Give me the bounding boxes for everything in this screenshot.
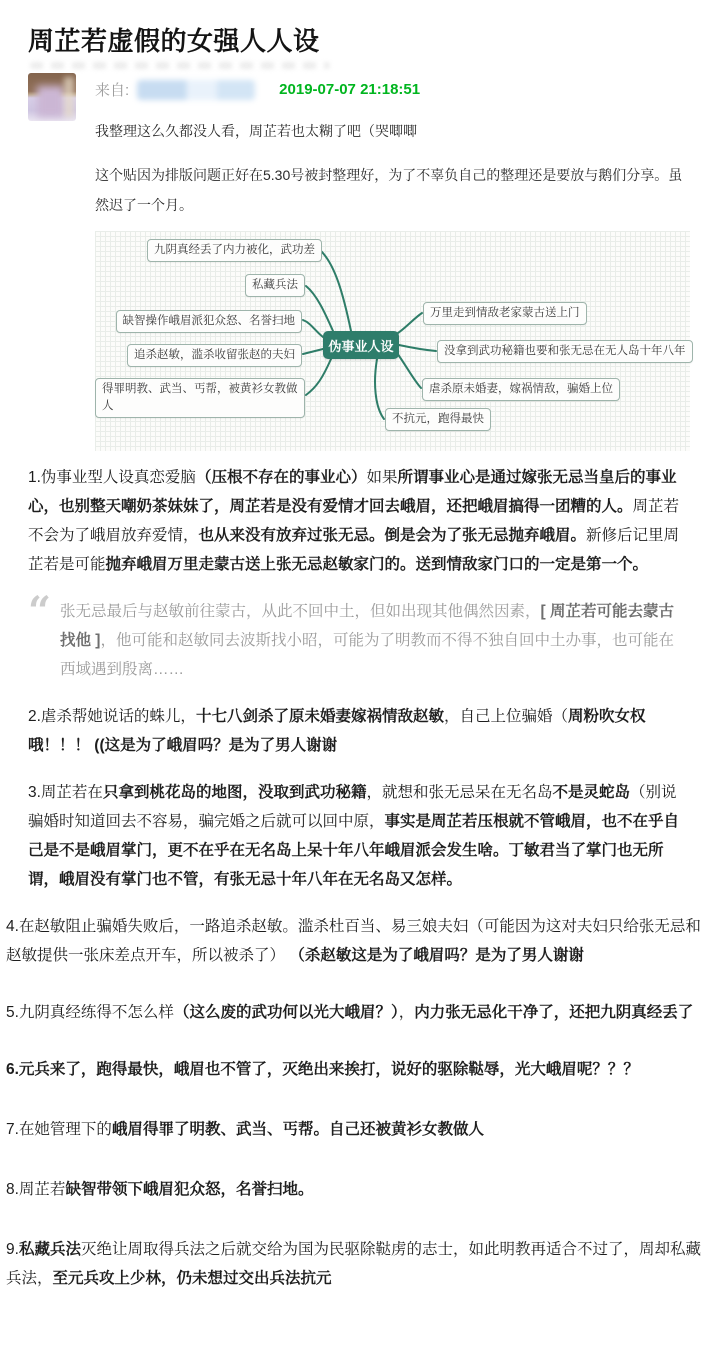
avatar[interactable] — [28, 73, 76, 121]
text-segment: 峨眉得罪了明教、武当、丐帮。自己还被黄衫女教做人 — [111, 1121, 484, 1138]
paragraph-7 — [6, 1115, 703, 1144]
author-row — [28, 73, 689, 220]
intro-line: 我整理这么久都没人看，周芷若也太糊了吧（哭唧唧 — [95, 123, 417, 139]
paragraph-9 — [6, 1235, 703, 1293]
text-segment: 7.在她管理下的 — [6, 1121, 112, 1138]
text-segment: 2.虐杀帮她说话的蛛儿， — [28, 708, 196, 725]
text-segment: 5.九阴真经练得不怎么样 — [6, 1004, 174, 1021]
text-segment: 如果 — [366, 469, 398, 486]
post-body — [6, 463, 701, 1293]
mindmap-node-right-1: 万里走到情敌老家蒙古送上门 — [423, 302, 587, 325]
avatar-highlight — [64, 77, 74, 117]
quote-text — [60, 597, 689, 684]
text-segment: 9. — [6, 1241, 19, 1258]
text-segment: （杀赵敏这是为了峨眉吗？是为了男人谢谢 — [289, 947, 584, 964]
mindmap-node-right-3: 虐杀原未婚妻，嫁祸情敌，骗婚上位 — [422, 378, 620, 401]
text-segment: 1.伪事业型人设真恋爱脑 — [28, 469, 196, 486]
text-segment: 只拿到桃花岛的地图，没取到武功秘籍 — [102, 784, 367, 801]
text-segment: 3.周芷若在 — [28, 784, 103, 801]
text-segment: 6.元兵来了，跑得最快，峨眉也不管了，灭绝出来挨打，说好的驱除鞑辱，光大峨眉呢？？？ — [6, 1061, 639, 1078]
paragraph-8 — [6, 1175, 703, 1204]
mindmap-node-right-4: 不抗元，跑得最快 — [385, 408, 491, 431]
text-segment: 也从来没有放弃过张无忌。倒是会为了张无忌抛弃峨眉。 — [198, 527, 587, 544]
meta-row — [95, 73, 689, 100]
paragraph-4 — [6, 912, 703, 970]
quote-icon: “ — [28, 588, 48, 635]
text-segment: 8.周芷若 — [6, 1181, 66, 1198]
text-segment: 灭绝让周取得兵法之后就交给为国为民驱除鞑虏的志士，如此明教再适合不过了，周却私藏兵法， — [6, 1241, 701, 1287]
paragraph-5 — [6, 998, 703, 1027]
mindmap-image[interactable] — [95, 231, 690, 451]
post-body-wide — [6, 912, 703, 1293]
avatar-blurred-face — [37, 86, 64, 117]
author-name-blurred[interactable] — [137, 80, 255, 100]
paragraph-6 — [6, 1055, 703, 1084]
text-segment: （这么废的武功何以光大峨眉？） — [173, 1004, 399, 1021]
paragraph-2 — [28, 702, 689, 760]
text-segment: 缺智带领下峨眉犯众怒，名誉扫地。 — [65, 1181, 314, 1198]
text-segment: 私藏兵法 — [18, 1241, 81, 1258]
from-label: 来自: — [95, 82, 130, 99]
mindmap-node-right-2: 没拿到武功秘籍也要和张无忌在无人岛十年八年 — [437, 340, 693, 363]
mindmap-node-left-5: 得罪明教、武当、丐帮，被黄衫女教做人 — [95, 378, 305, 418]
text-segment: 周粉吹女权哦！！！ ((这是为了峨眉吗？是为了男人谢谢 — [28, 708, 646, 754]
paragraph-1 — [28, 463, 689, 579]
mindmap-node-left-2: 私藏兵法 — [245, 274, 305, 297]
text-segment: 所谓事业心是通过嫁张无忌当皇后的事业心，也别整天嘲奶茶妹妹了，周芷若是没有爱情才回去峨眉，还把峨眉搞得一团糟的人。 — [28, 469, 677, 515]
text-segment: 至元兵攻上少林，仍未想过交出兵法抗元 — [52, 1270, 332, 1287]
post-title: 周芷若虚假的女强人人设 — [28, 26, 320, 56]
text-segment: 周芷若不会为了峨眉放弃爱情， — [28, 498, 680, 544]
text-segment: [ 周芷若可能去蒙古找他 ] — [60, 603, 674, 649]
text-segment: 抛弃峨眉万里走蒙古送上张无忌赵敏家门的。送到情敌家门口的一定是第一个。 — [105, 556, 649, 573]
text-segment: 张无忌最后与赵敏前往蒙古，从此不回中土，但如出现其他偶然因素， — [60, 603, 541, 620]
text-segment: 事实是周芷若压根就不管峨眉，也不在乎自己是不是峨眉掌门，更不在乎在无名岛上呆十年八年峨眉派会发生啥。丁敏君当了掌门也无所谓，峨眉没有掌门也不管，有张无忌十年八年在无名岛又怎样。 — [28, 813, 680, 888]
paragraph-3 — [28, 778, 689, 894]
text-segment: ，他可能和赵敏同去波斯找小昭，可能为了明教而不得不独自回中土办事，也可能在西域遇到殷离…… — [60, 632, 674, 678]
mindmap-node-left-3: 缺智操作峨眉派犯众怒、名誉扫地 — [116, 310, 303, 333]
mindmap-node-left-1: 九阴真经丢了内力被化，武功差 — [147, 239, 322, 262]
text-segment: ，就想和张无忌呆在无名岛 — [366, 784, 553, 801]
text-segment: ， — [398, 1004, 415, 1021]
mindmap-node-left-4: 追杀赵敏，滥杀收留张赵的夫妇 — [127, 344, 302, 367]
mindmap-center-node: 伪事业人设 — [323, 331, 399, 359]
text-segment: （别说骗婚时知道回去不容易，骗完婚之后就可以回中原， — [28, 784, 677, 830]
text-segment: ，自己上位骗婚（ — [443, 708, 568, 725]
post-timestamp: 2019-07-07 21:18:51 — [279, 81, 421, 98]
intro-paragraph: 这个贴因为排版问题正好在5.30号被封整理好，为了不辜负自己的整理还是要放与鹅们分享。虽然迟了一个月。 — [95, 167, 683, 213]
text-segment: （压根不存在的事业心） — [195, 469, 367, 486]
quote-block — [28, 588, 689, 684]
text-segment: 新修后记里周芷若是可能 — [28, 527, 680, 573]
text-segment: 十七八剑杀了原未婚妻嫁祸情敌赵敏 — [195, 708, 444, 725]
text-segment: 内力张无忌化干净了，还把九阴真经丢了 — [414, 1004, 694, 1021]
text-segment: 不是灵蛇岛 — [552, 784, 630, 801]
author-content — [95, 73, 689, 220]
text-segment: 4.在赵敏阻止骗婚失败后，一路追杀赵敏。滥杀杜百当、易三娘夫妇（可能因为这对夫妇只给张无忌和赵敏提供一张床差点开车，所以被杀了） — [6, 918, 701, 964]
blurred-topic-row — [30, 62, 330, 69]
